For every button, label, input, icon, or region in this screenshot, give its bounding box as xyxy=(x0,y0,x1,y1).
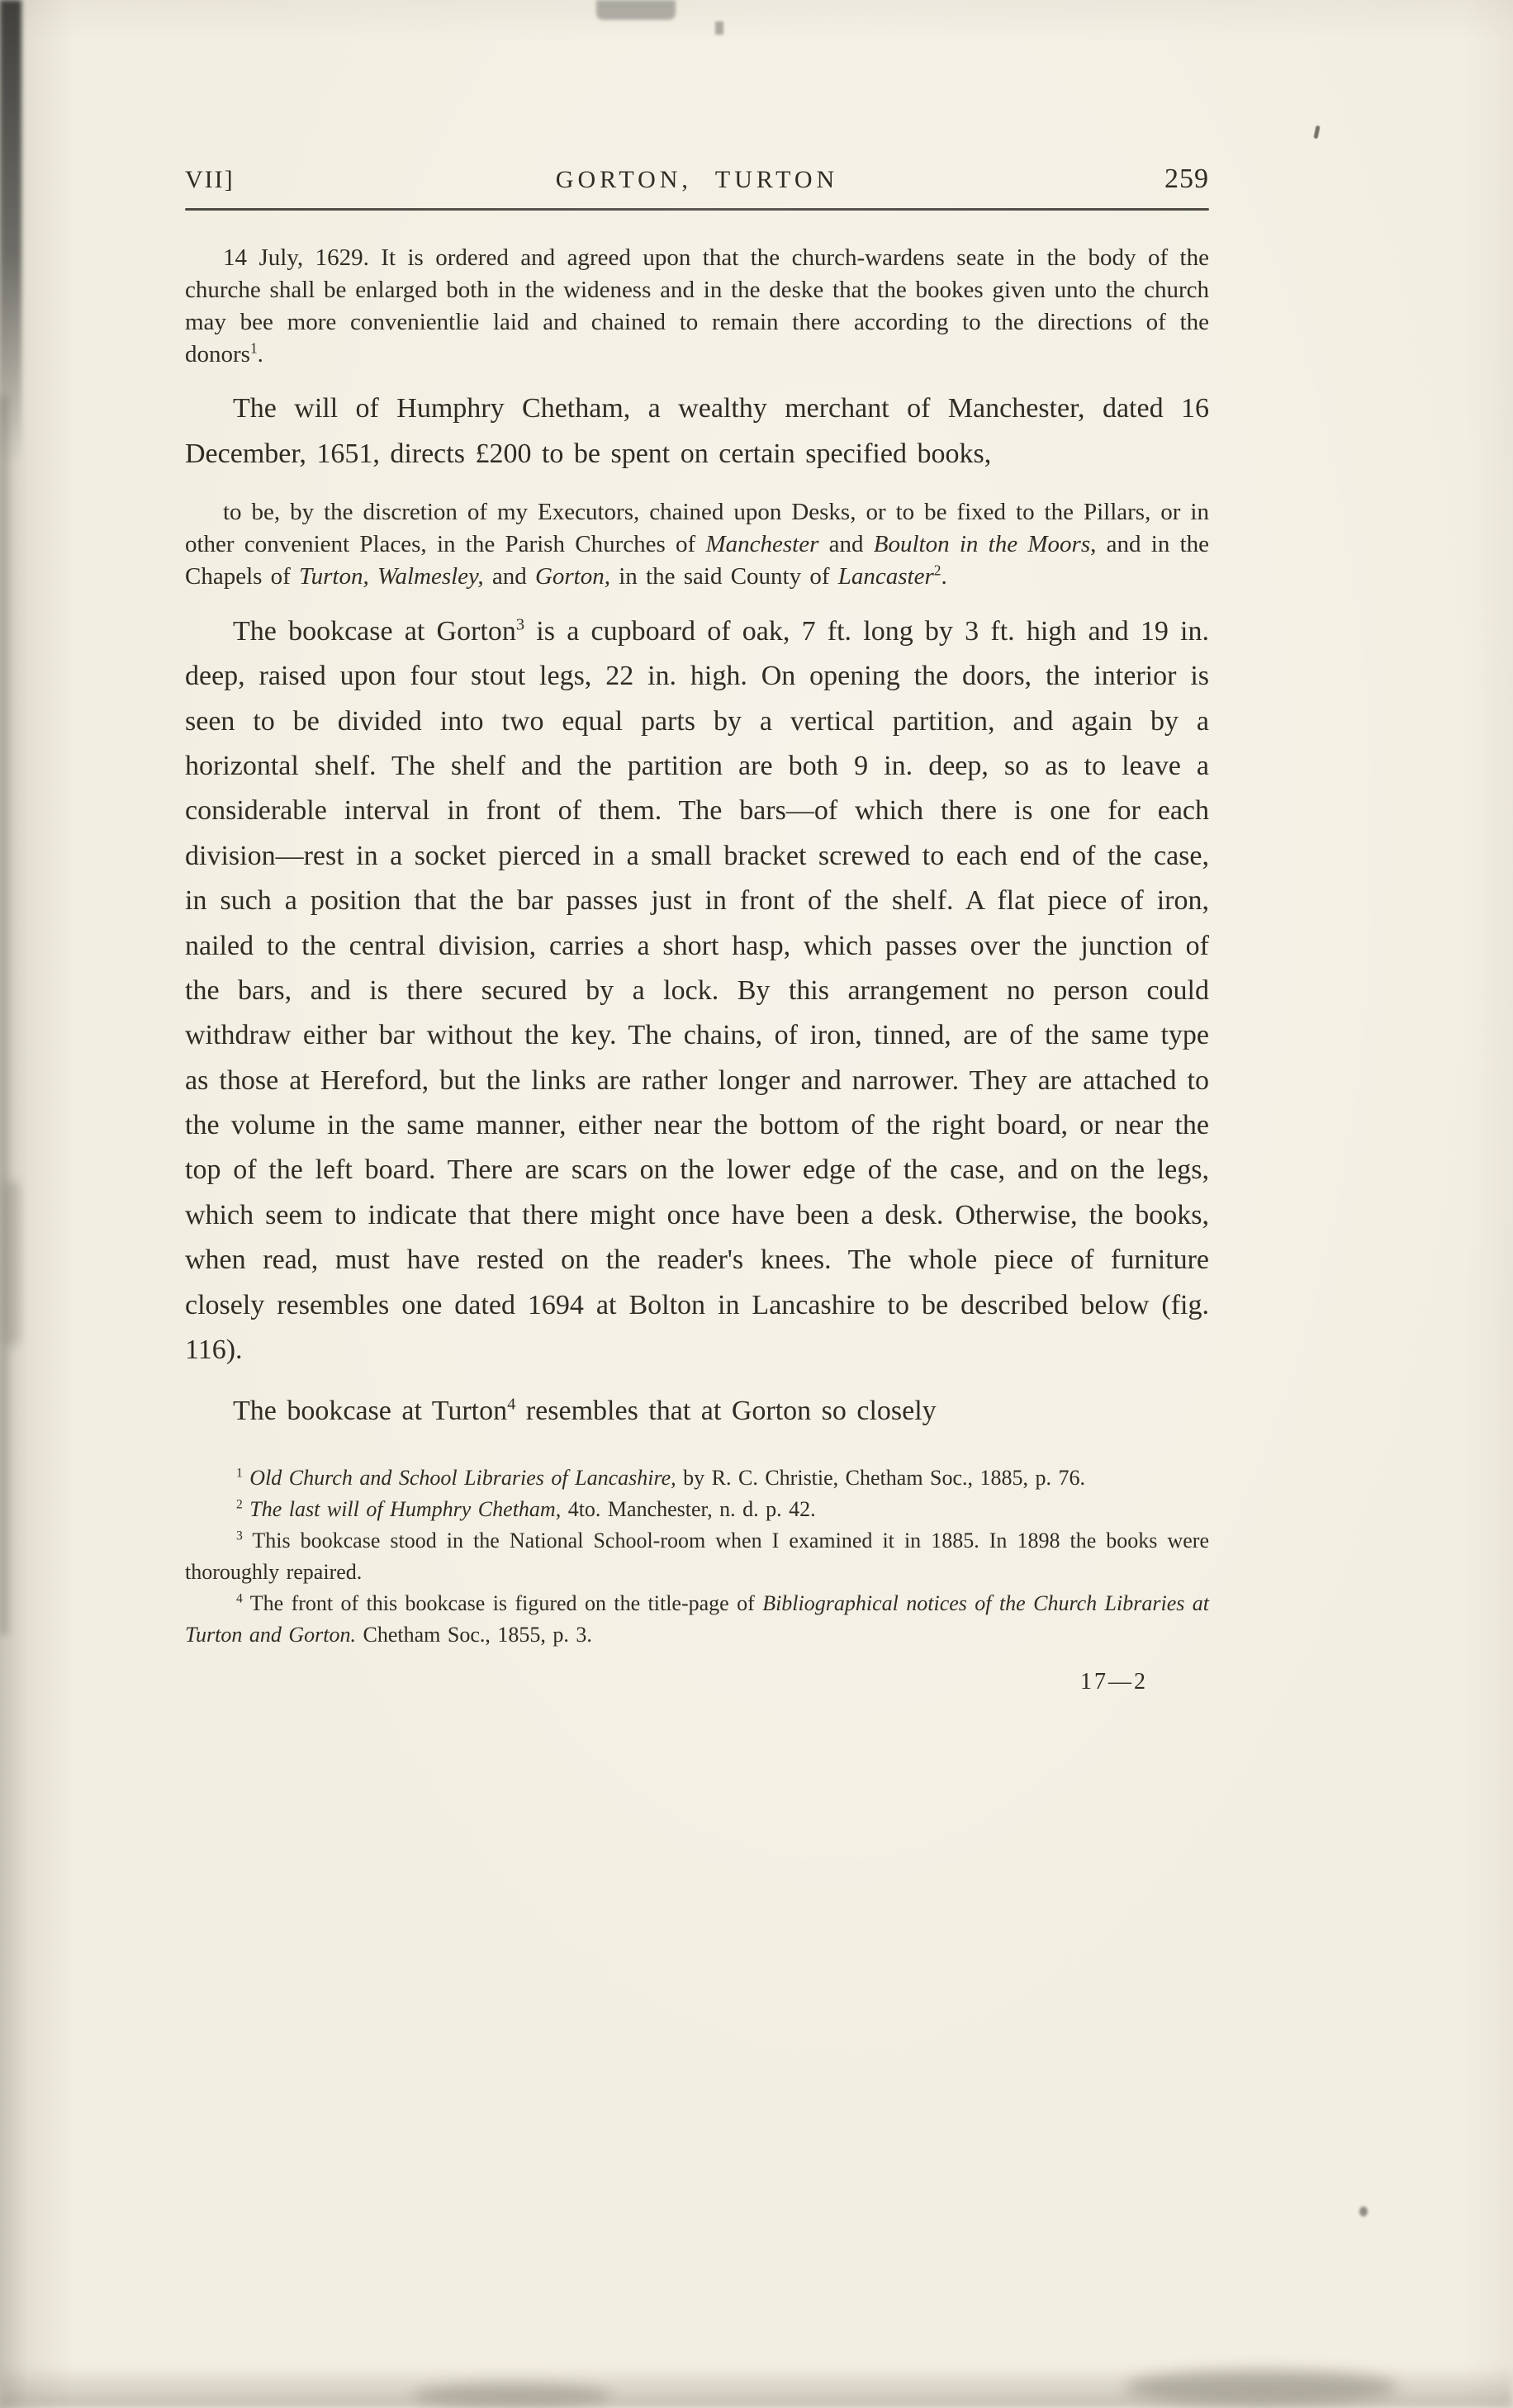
scan-blob-bottom-right xyxy=(1125,2370,1397,2405)
text-segment: . xyxy=(941,562,947,590)
text-segment: 4 xyxy=(236,1590,243,1605)
footnote-4 xyxy=(185,1588,1209,1651)
text-segment: . xyxy=(257,340,263,367)
text-segment: This bookcase stood in the National School-room when I examined it in 1885. In 1898 the books were thoroughly repaired. xyxy=(185,1528,1209,1584)
running-head xyxy=(185,164,1209,195)
paragraph-turton-bookcase xyxy=(185,1389,1209,1434)
page-content xyxy=(185,164,1209,1695)
footnote-2 xyxy=(185,1494,1209,1525)
scan-artifact-tick xyxy=(715,21,723,35)
text-segment: Manchester xyxy=(705,531,819,558)
footnote-3 xyxy=(185,1525,1209,1588)
text-segment: 4 xyxy=(507,1396,516,1415)
text-segment: resembles that at Gorton so closely xyxy=(515,1396,937,1427)
section-number: VII] xyxy=(185,166,235,193)
paragraph-will-quote xyxy=(185,496,1209,593)
text-segment: and xyxy=(818,531,874,558)
text-segment: The front of this bookcase is figured on the title-page of xyxy=(242,1590,763,1615)
text-segment: and xyxy=(483,562,535,590)
stray-ink-mark xyxy=(1313,126,1320,140)
text-segment: in the said County of xyxy=(610,562,838,590)
text-segment: Lancaster xyxy=(837,562,934,590)
header-rule xyxy=(185,208,1209,211)
text-segment: The bookcase at Turton xyxy=(233,1396,508,1427)
text-segment: 14 July, 1629. It is ordered and agreed upon that the church-wardens seate in the body of the churche shall be enlarged both in the wideness and in the deske that the bookes given unto the church may bee more convenientlie laid and chained to remain there according to the directions of the donors xyxy=(185,244,1209,367)
footnotes-block xyxy=(185,1462,1209,1651)
text-segment: The will of Humphry Chetham, a wealthy merchant of Manchester, dated 16 December, 1651, directs £200 to be spent on certain specified books, xyxy=(185,393,1209,469)
binding-shadow-soft xyxy=(0,396,13,1635)
text-segment: Gorton, xyxy=(534,562,610,590)
text-segment: 3 xyxy=(236,1529,243,1543)
text-segment: Bibliographical notices of the Church Libraries at Turton and Gorton. xyxy=(185,1590,1209,1647)
text-segment: The bookcase at Gorton xyxy=(233,615,516,647)
signature-mark: 17—2 xyxy=(1080,1668,1148,1695)
paragraph-extract-1629 xyxy=(185,242,1209,370)
scan-dot-right xyxy=(1359,2207,1368,2216)
text-segment: 1 xyxy=(236,1466,243,1481)
text-segment: , and in the Chapels of xyxy=(185,531,1210,590)
text-segment: 4to. Manchester, n. d. p. 42. xyxy=(561,1496,816,1521)
text-segment: is a cupboard of oak, 7 ft. long by 3 ft. high and 19 in. deep, raised upon four stout legs, 22 in. high. On opening the doors, the interior is seen to be divided into two equal parts by a vertical partition, and again by a horizontal shelf. The shelf and the partition are both 9 in. deep, so as to leave a considerable interval in front of them. The bars—of which there is one for each division—rest in a socket pierced in a small bracket screwed to each end of the case, in such a position that the bar passes just in front of the shelf. A flat piece of iron, nailed to the central division, carries a short hasp, which passes over the junction of the bars, and is there secured by a lock. By this arrangement no person could withdraw either bar without the key. The chains, of iron, tinned, are of the same type as those at Hereford, but the links are rather longer and narrower. They are attached to the volume in the same manner, either near the bottom of the right board, or near the top of the left board. There are scars on the lower edge of the case, and on the legs, which seem to indicate that there might once have been a desk. Otherwise, the books, when read, must have rested on the reader's knees. The whole piece of furniture closely resembles one dated 1694 at Bolton in Lancashire to be described below (fig. 116). xyxy=(185,615,1209,1366)
text-segment: 1 xyxy=(249,339,258,356)
paragraph-gorton-bookcase xyxy=(185,609,1209,1373)
scan-artifact-top xyxy=(596,0,676,20)
scan-shading-bottom xyxy=(0,2365,1513,2408)
text-segment: to be, by the discretion of my Executors, chained upon Desks, or to be fixed to the Pillars, or in other convenient Places, in the Parish Churches of xyxy=(185,499,1209,558)
running-title: GORTON, TURTON xyxy=(555,166,839,193)
scan-blob-bottom-center xyxy=(413,2383,611,2408)
text-segment: Old Church and School Libraries of Lancashire, xyxy=(249,1465,676,1490)
page-number: 259 xyxy=(1164,164,1209,194)
scan-blotch-left xyxy=(3,1181,20,1346)
text-segment: 2 xyxy=(933,562,941,579)
text-segment: The last will of Humphry Chetham, xyxy=(249,1496,562,1521)
binding-shadow-dark xyxy=(0,0,21,462)
text-segment: by R. C. Christie, Chetham Soc., 1885, p. 76. xyxy=(676,1465,1086,1490)
text-segment: Chetham Soc., 1855, p. 3. xyxy=(356,1622,592,1647)
text-segment: Boulton in the Moors xyxy=(873,531,1091,558)
text-segment: 3 xyxy=(515,615,525,634)
text-segment: Turton, Walmesley, xyxy=(299,562,484,590)
paragraph-chetham-will xyxy=(185,386,1209,476)
footnote-1 xyxy=(185,1462,1209,1494)
text-segment: 2 xyxy=(236,1497,243,1512)
